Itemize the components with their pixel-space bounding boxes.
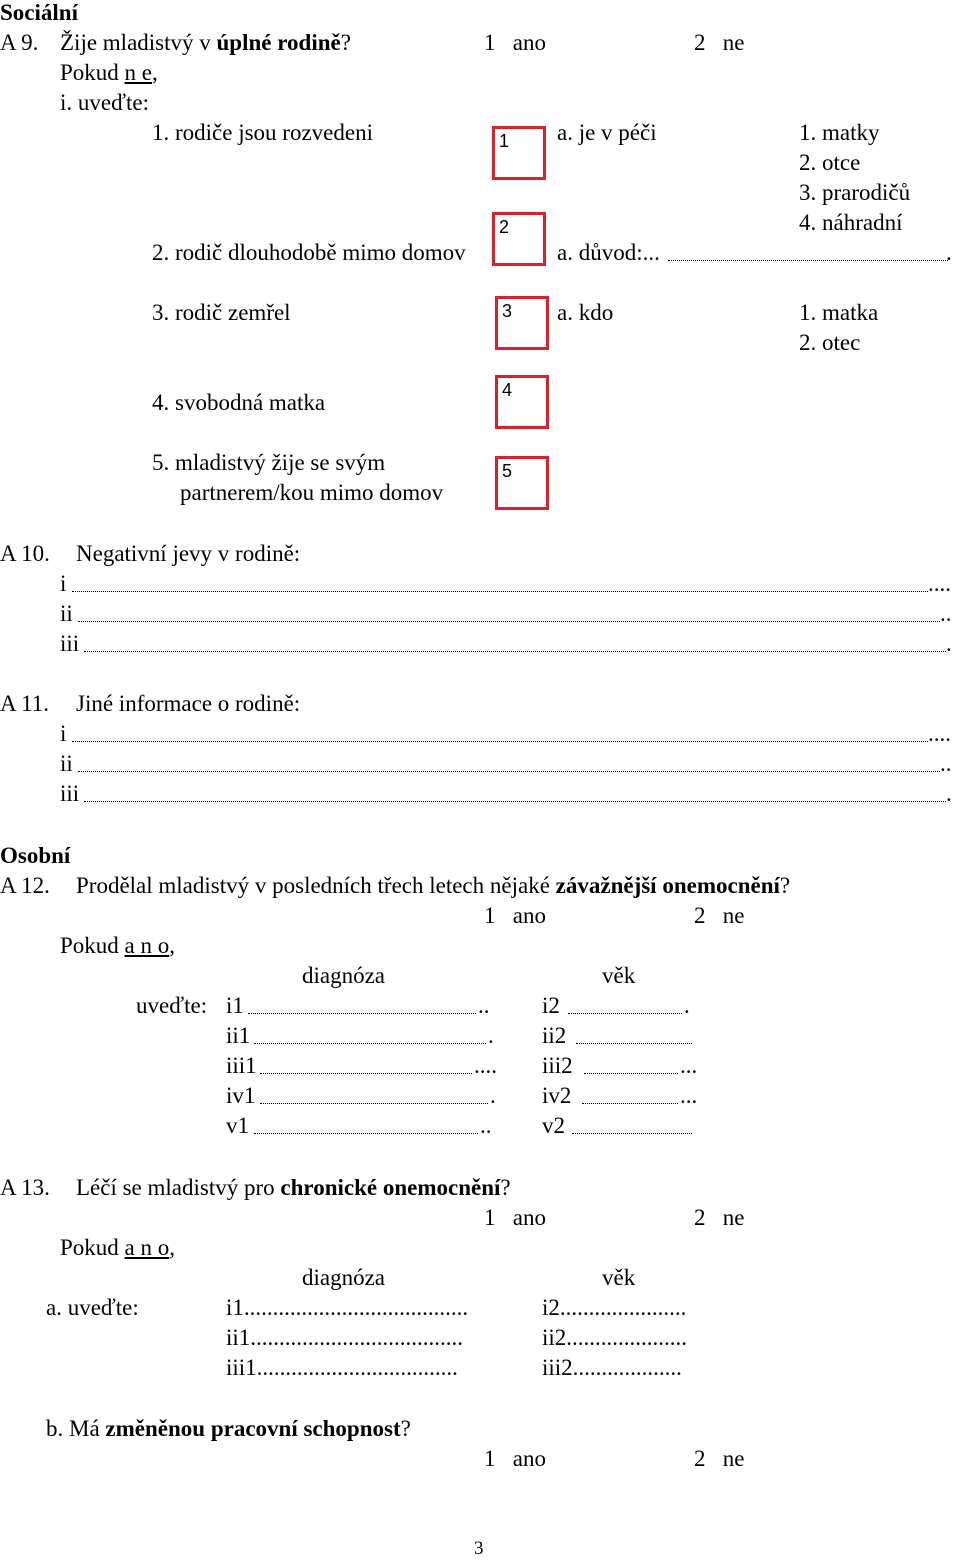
a9-option-1-sub: a. je v péči xyxy=(557,120,657,145)
checkbox-number: 4 xyxy=(502,380,513,400)
a9-question: Žije mladistvý v úplné rodině? xyxy=(60,30,351,55)
section-heading-social: Sociální xyxy=(0,0,78,25)
a10-question: Negativní jevy v rodině: xyxy=(76,541,301,566)
a12-row-5-age-input[interactable] xyxy=(572,1133,692,1134)
a10-line-iii-end: . xyxy=(946,631,952,656)
a9-option-5-line-2: partnerem/kou mimo domov xyxy=(180,480,444,505)
a9-option-3-list-1: 1. matka xyxy=(799,300,879,325)
a12-if-yes: Pokud a n o, xyxy=(60,933,176,958)
a10-line-ii-end: .. xyxy=(940,601,952,626)
a12-row-5-diagnosis-input[interactable] xyxy=(254,1133,478,1134)
a9-checkbox-4[interactable] xyxy=(495,375,549,429)
a13-yes-option[interactable]: 1 ano xyxy=(484,1205,546,1230)
a12-row-1-diagnosis-input[interactable] xyxy=(248,1013,476,1014)
a13-col-diagnosis: diagnóza xyxy=(302,1265,386,1290)
a11-line-ii-end: .. xyxy=(940,751,952,776)
a12-row-3-age-label: iii2 xyxy=(542,1053,573,1078)
a13-b-question: b. Má změněnou pracovní schopnost? xyxy=(46,1416,411,1441)
a13-question: Léčí se mladistvý pro chronické onemocnění? xyxy=(76,1175,511,1200)
a13-b-no-option[interactable]: 2 ne xyxy=(694,1446,745,1471)
a12-row-4-age-label: iv2 xyxy=(542,1083,572,1108)
a9-option-1-list-3: 3. prarodičů xyxy=(799,180,911,205)
a12-row-4-diagnosis-label: iv1 xyxy=(226,1083,256,1108)
checkbox-number: 1 xyxy=(499,131,510,151)
a11-line-i-input[interactable] xyxy=(72,741,928,742)
a9-specify-label: i. uveďte: xyxy=(60,90,149,115)
a9-option-4: 4. svobodná matka xyxy=(152,390,326,415)
a12-row-4-diagnosis-input[interactable] xyxy=(260,1103,488,1104)
a12-specify-label: uveďte: xyxy=(136,993,208,1018)
a10-line-ii-label: ii xyxy=(60,601,73,626)
a12-row-2-diagnosis-label: ii1 xyxy=(226,1023,251,1048)
a11-line-ii-label: ii xyxy=(60,751,73,776)
a13-row-2-age[interactable]: ii2..................... xyxy=(542,1325,688,1350)
a13-row-1-age[interactable]: i2...................... xyxy=(542,1295,687,1320)
a10-line-iii-input[interactable] xyxy=(84,651,946,652)
a9-checkbox-1[interactable] xyxy=(492,126,546,180)
a9-option-3-list-2: 2. otec xyxy=(799,330,861,355)
a11-line-ii-input[interactable] xyxy=(78,771,940,772)
a10-line-i-input[interactable] xyxy=(72,591,928,592)
a9-option-2-sub: a. důvod:... xyxy=(557,240,660,265)
a9-option-3: 3. rodič zemřel xyxy=(152,300,291,325)
a9-option-1-list-1: 1. matky xyxy=(799,120,880,145)
a9-if-no: Pokud n e, xyxy=(60,60,158,85)
a12-row-5-diagnosis-end: .. xyxy=(480,1113,492,1138)
section-heading-personal: Osobní xyxy=(0,843,71,868)
a9-option-5-line-1: 5. mladistvý žije se svým xyxy=(152,450,386,475)
a12-row-3-diagnosis-label: iii1 xyxy=(226,1053,257,1078)
a9-no-option[interactable]: 2 ne xyxy=(694,30,745,55)
a12-row-3-diagnosis-end: .... xyxy=(474,1053,497,1078)
a12-row-5-diagnosis-label: v1 xyxy=(226,1113,249,1138)
a12-row-1-age-label: i2 xyxy=(542,993,560,1018)
a12-row-3-age-end: ... xyxy=(680,1053,698,1078)
checkbox-number: 5 xyxy=(502,461,513,481)
a12-row-1-age-end: . xyxy=(684,993,690,1018)
page-number: 3 xyxy=(474,1538,484,1559)
a11-question: Jiné informace o rodině: xyxy=(76,691,301,716)
a13-row-2-diagnosis[interactable]: ii1..................................... xyxy=(226,1325,464,1350)
a12-row-1-diagnosis-end: .. xyxy=(478,993,490,1018)
a13-no-option[interactable]: 2 ne xyxy=(694,1205,745,1230)
a13-row-3-age[interactable]: iii2................... xyxy=(542,1355,682,1380)
a12-row-1-age-input[interactable] xyxy=(568,1013,682,1014)
a10-line-iii-label: iii xyxy=(60,631,80,656)
a12-row-2-diagnosis-input[interactable] xyxy=(254,1043,486,1044)
a9-option-1-list-4: 4. náhradní xyxy=(799,210,903,235)
a9-yes-option[interactable]: 1 ano xyxy=(484,30,546,55)
a12-row-5-age-label: v2 xyxy=(542,1113,565,1138)
checkbox-number: 2 xyxy=(499,217,510,237)
a12-row-3-age-input[interactable] xyxy=(584,1073,678,1074)
a11-prefix: A 11. xyxy=(0,691,49,716)
a12-row-4-diagnosis-end: . xyxy=(490,1083,496,1108)
a11-line-iii-input[interactable] xyxy=(84,801,946,802)
a11-line-iii-end: . xyxy=(946,781,952,806)
a12-row-1-diagnosis-label: i1 xyxy=(226,993,244,1018)
a12-row-3-diagnosis-input[interactable] xyxy=(260,1073,472,1074)
a11-line-i-label: i xyxy=(60,721,67,746)
a9-reason-dotted-line xyxy=(668,260,948,261)
a12-col-age: věk xyxy=(602,963,636,988)
a13-row-3-diagnosis[interactable]: iii1................................... xyxy=(226,1355,458,1380)
a9-option-2: 2. rodič dlouhodobě mimo domov xyxy=(152,240,466,265)
a9-reason-end: . xyxy=(946,240,952,265)
a13-row-1-diagnosis[interactable]: i1....................................... xyxy=(226,1295,469,1320)
a9-option-3-sub: a. kdo xyxy=(557,300,614,325)
a12-prefix: A 12. xyxy=(0,873,50,898)
a12-yes-option[interactable]: 1 ano xyxy=(484,903,546,928)
a12-row-2-age-label: ii2 xyxy=(542,1023,567,1048)
checkbox-number: 3 xyxy=(502,301,513,321)
a12-row-2-age-input[interactable] xyxy=(576,1043,692,1044)
a9-prefix: A 9. xyxy=(0,30,39,55)
a11-line-i-end: .... xyxy=(928,721,951,746)
a9-option-1: 1. rodiče jsou rozvedeni xyxy=(152,120,373,145)
a10-prefix: A 10. xyxy=(0,541,50,566)
a9-option-1-list-2: 2. otce xyxy=(799,150,861,175)
a12-row-4-age-end: ... xyxy=(680,1083,698,1108)
a11-line-iii-label: iii xyxy=(60,781,80,806)
a10-line-i-end: .... xyxy=(928,571,951,596)
a13-specify-label: a. uveďte: xyxy=(46,1295,139,1320)
a13-if-yes: Pokud a n o, xyxy=(60,1235,176,1260)
a12-no-option[interactable]: 2 ne xyxy=(694,903,745,928)
a9-checkbox-2[interactable] xyxy=(492,212,546,266)
a12-row-2-diagnosis-end: . xyxy=(488,1023,494,1048)
a10-line-i-label: i xyxy=(60,571,67,596)
a12-question: Prodělal mladistvý v posledních třech letech nějaké závažnější onemocnění? xyxy=(76,873,791,898)
a12-row-4-age-input[interactable] xyxy=(582,1103,678,1104)
a13-col-age: věk xyxy=(602,1265,636,1290)
a12-col-diagnosis: diagnóza xyxy=(302,963,386,988)
a13-prefix: A 13. xyxy=(0,1175,50,1200)
a9-checkbox-5[interactable] xyxy=(495,456,549,510)
a13-b-yes-option[interactable]: 1 ano xyxy=(484,1446,546,1471)
a9-checkbox-3[interactable] xyxy=(495,296,549,350)
a10-line-ii-input[interactable] xyxy=(78,621,940,622)
